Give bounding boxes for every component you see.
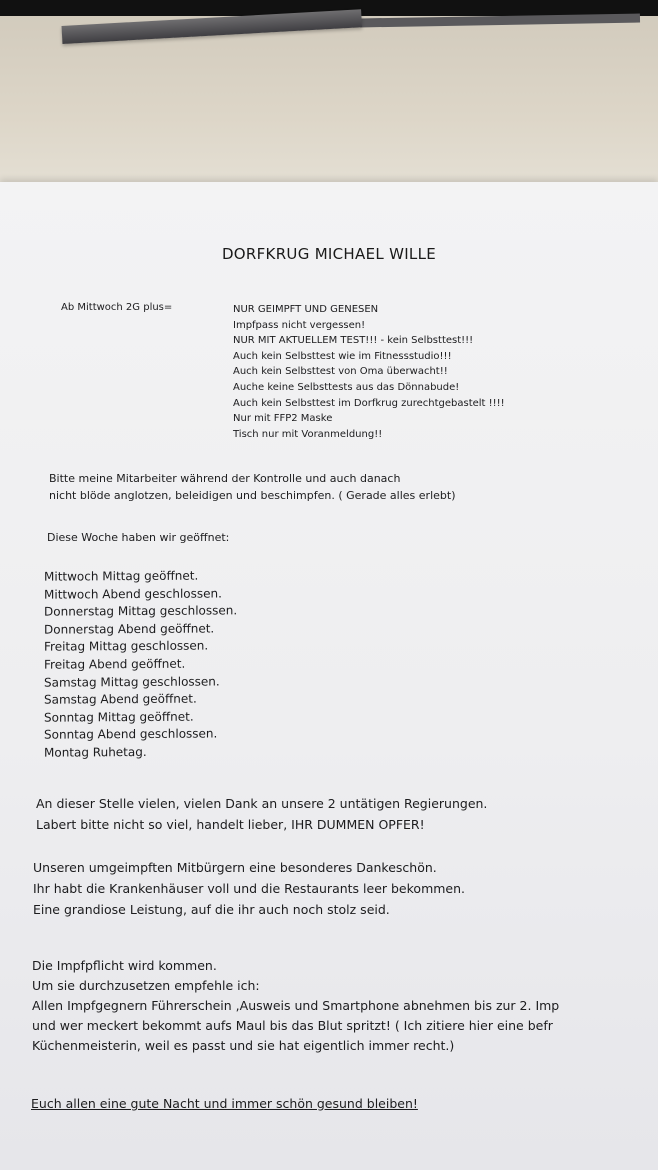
text-line: An dieser Stelle vielen, vielen Dank an unsere 2 untätigen Regierungen. (36, 796, 488, 811)
thanks-unvaccinated (33, 857, 465, 920)
text-line: Allen Impfgegnern Führerschein ,Ausweis und Smartphone abnehmen bis zur 2. Imp (32, 998, 560, 1013)
text-line: Küchenmeisterin, weil es passt und sie hat eigentlich immer recht.) (32, 1038, 455, 1053)
schedule-item: Donnerstag Mittag geschlossen. (44, 603, 238, 619)
rule-line: Auch kein Selbsttest wie im Fitnessstudio!!! (233, 350, 452, 362)
rule-line: Auche keine Selbsttests aus das Dönnabude! (233, 381, 460, 393)
schedule-item: Freitag Mittag geschlossen. (44, 638, 209, 655)
schedule-item: Sonntag Mittag geöffnet. (44, 709, 194, 725)
rule-line: Nur mit FFP2 Maske (233, 413, 333, 425)
schedule-list (44, 567, 237, 762)
schedule-item: Freitag Abend geöffnet. (44, 656, 186, 672)
notice-paper (0, 182, 658, 1170)
mandate-paragraph (32, 956, 559, 1056)
schedule-item: Donnerstag Abend geöffnet. (44, 621, 215, 637)
schedule-item: Samstag Mittag geschlossen. (44, 674, 220, 690)
notice-title: DORFKRUG MICHAEL WILLE (221, 245, 437, 263)
text-line: Die Impfpflicht wird kommen. (32, 958, 217, 973)
staff-notice (49, 470, 455, 504)
text-line: Ihr habt die Krankenhäuser voll und die Restaurants leer bekommen. (33, 881, 466, 896)
text-line: Um sie durchzusetzen empfehle ich: (32, 978, 260, 993)
rule-label: Ab Mittwoch 2G plus= (61, 302, 173, 313)
rule-line: Tisch nur mit Voranmeldung!! (233, 428, 383, 440)
text-line: nicht blöde anglotzen, beleidigen und beschimpfen. ( Gerade alles erlebt) (49, 489, 456, 502)
text-line: und wer meckert bekommt aufs Maul bis das Blut spritzt! ( Ich zitiere hier eine befr (32, 1018, 553, 1033)
schedule-item: Mittwoch Abend geschlossen. (44, 586, 222, 602)
rules-list (233, 302, 505, 442)
schedule-item: Sonntag Abend geschlossen. (44, 726, 218, 743)
week-heading: Diese Woche haben wir geöffnet: (47, 531, 230, 544)
text-line: Unseren umgeimpften Mitbürgern eine besonderes Dankeschön. (33, 860, 437, 875)
rule-line: NUR GEIMPFT UND GENESEN (233, 304, 379, 315)
rule-line: NUR MIT AKTUELLEM TEST!!! - kein Selbsttest!!! (233, 335, 474, 347)
closing-line: Euch allen eine gute Nacht und immer schön gesund bleiben! (31, 1096, 418, 1111)
schedule-item: Montag Ruhetag. (44, 744, 147, 760)
text-line: Eine grandiose Leistung, auf die ihr auch noch stolz seid. (33, 902, 390, 917)
schedule-item: Samstag Abend geöffnet. (44, 691, 197, 707)
rule-line: Impfpass nicht vergessen! (233, 319, 366, 331)
schedule-item: Mittwoch Mittag geöffnet. (44, 568, 199, 584)
rule-line: Auch kein Selbsttest im Dorfkrug zurechtgebastelt !!!! (233, 397, 505, 409)
thanks-government (36, 793, 487, 835)
rule-line: Auch kein Selbsttest von Oma überwacht!! (233, 366, 448, 378)
text-line: Bitte meine Mitarbeiter während der Kontrolle und auch danach (49, 472, 401, 485)
text-line: Labert bitte nicht so viel, handelt lieber, IHR DUMMEN OPFER! (36, 817, 425, 832)
